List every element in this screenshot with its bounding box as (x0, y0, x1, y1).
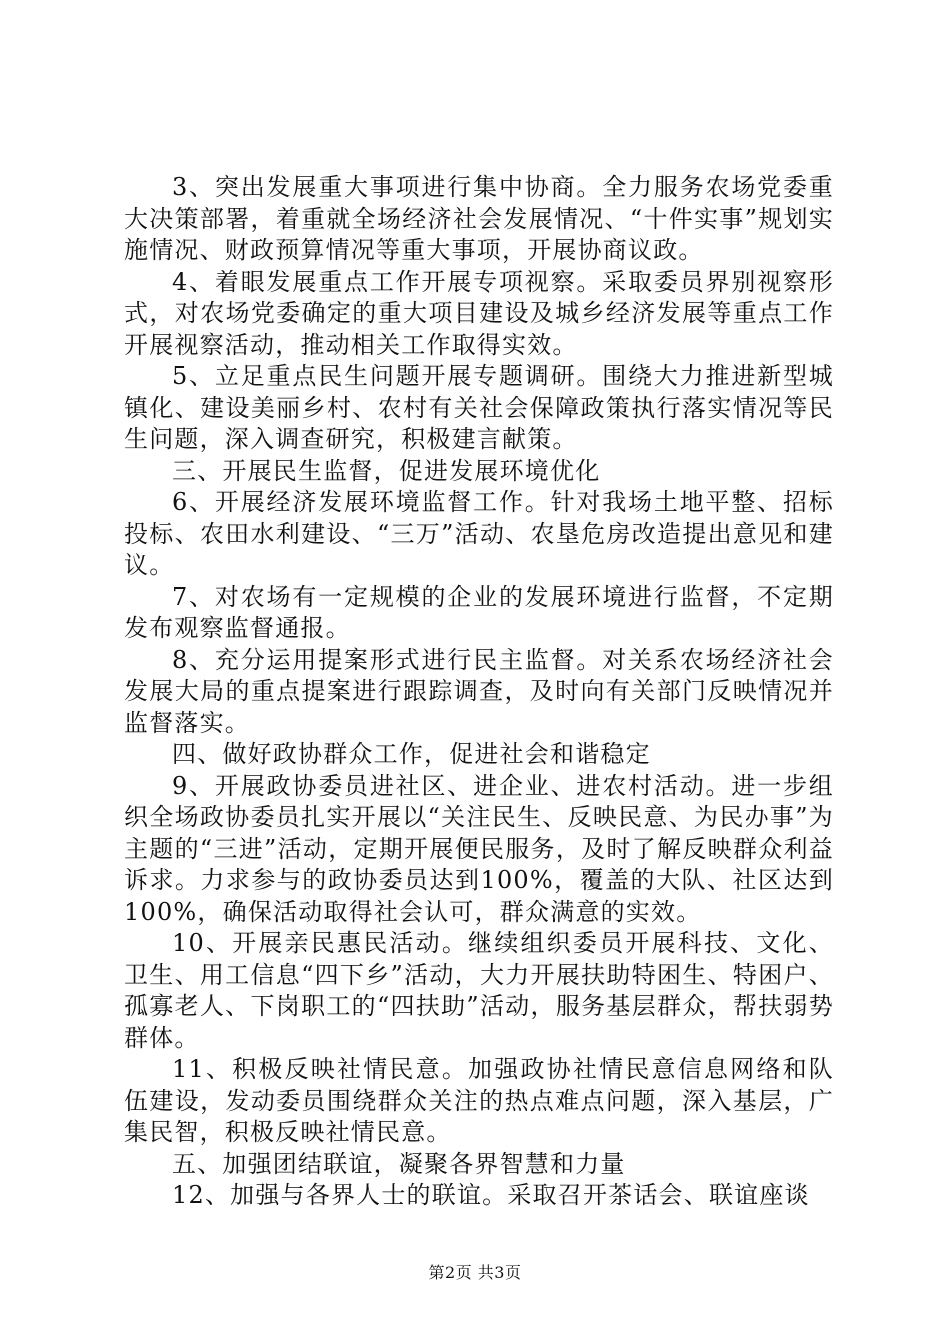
section-heading-5: 五、加强团结联谊，凝聚各界智慧和力量 (172, 1149, 626, 1178)
paragraph-item-5: 5、立足重点民生问题开展专题调研。围绕大力推进新型城镇化、建设美丽乡村、农村有关社会保障政策执行落实情况等民生问题，深入调查研究，积极建言献策。 (124, 362, 834, 453)
paragraph-item-6: 6、开展经济发展环境监督工作。针对我场土地平整、招标投标、农田水利建设、“三万”活动、农垦危房改造提出意见和建议。 (124, 488, 834, 579)
paragraph-item-4: 4、着眼发展重点工作开展专项视察。采取委员界别视察形式，对农场党委确定的重大项目建设及城乡经济发展等重点工作开展视察活动，推动相关工作取得实效。 (124, 267, 834, 359)
section-heading-3: 三、开展民生监督，促进发展环境优化 (172, 456, 601, 485)
paragraph-item-3: 3、突出发展重大事项进行集中协商。全力服务农场党委重大决策部署，着重就全场经济社会发展情况、“十件实事”规划实施情况、财政预算情况等重大事项，开展协商议政。 (124, 173, 834, 264)
paragraph-item-10: 10、开展亲民惠民活动。继续组织委员开展科技、文化、卫生、用工信息“四下乡”活动，大力开展扶助特困生、特困户、孤寡老人、下岗职工的“四扶助”活动，服务基层群众，帮扶弱势群体。 (124, 929, 834, 1052)
page-number-footer: 第2页 共3页 (428, 1263, 522, 1282)
paragraph-item-9: 9、开展政协委员进社区、进企业、进农村活动。进一步组织全场政协委员扎实开展以“关注民生、反映民意、为民办事”为主题的“三进”活动，定期开展便民服务，及时了解反映群众利益诉求。力求参与的政协委员达到100%，覆盖的大队、社区达到100%，确保活动取得社会认可，群众满意的实效。 (124, 771, 834, 926)
paragraph-item-11: 11、积极反映社情民意。加强政协社情民意信息网络和队伍建设，发动委员围绕群众关注的热点难点问题，深入基层，广集民智，积极反映社情民意。 (124, 1055, 834, 1146)
paragraph-item-8: 8、充分运用提案形式进行民主监督。对关系农场经济社会发展大局的重点提案进行跟踪调查，及时向有关部门反映情况并监督落实。 (124, 645, 834, 737)
section-heading-4: 四、做好政协群众工作，促进社会和谐稳定 (172, 740, 651, 768)
document-body (124, 172, 834, 1212)
paragraph-item-12: 12、加强与各界人士的联谊。采取召开茶话会、联谊座谈 (172, 1181, 810, 1209)
paragraph-item-7: 7、对农场有一定规模的企业的发展环境进行监督，不定期发布观察监督通报。 (124, 582, 834, 642)
